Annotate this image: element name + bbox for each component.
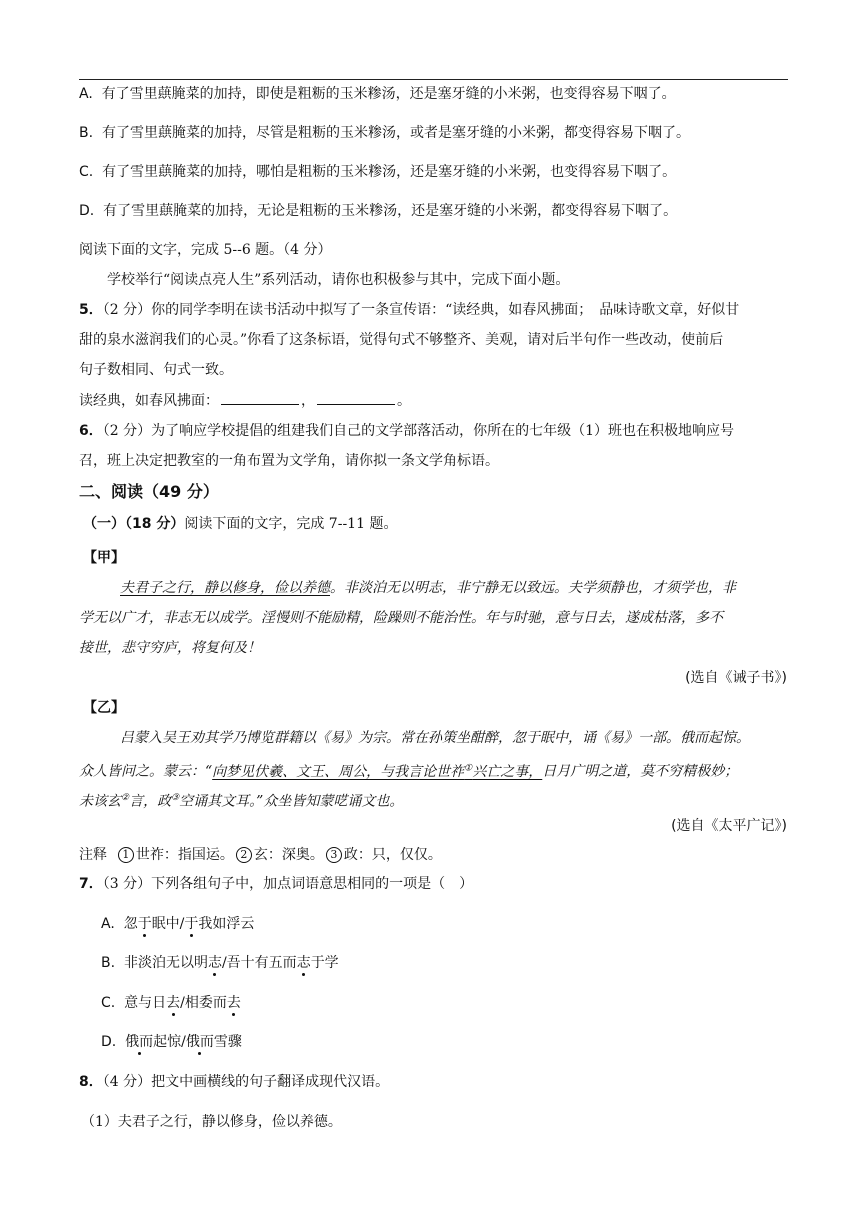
q7-option-a[interactable]: A. 忽于眠中/于我如浮云	[101, 916, 255, 932]
answer-blank-2[interactable]	[317, 390, 395, 405]
option-d: D. 有了雪里蕻腌菜的加持，无论是粗粝的玉米糁汤，还是塞牙缝的小米粥，都变得容易下咽了。	[79, 203, 678, 219]
jia-line2: 学无以广才，非志无以成学。淫慢则不能励精，险躁则不能治性。年与时驰，意与日去，遂成枯落，多不	[79, 610, 723, 626]
q7-option-b[interactable]: B. 非淡泊无以明志/吾十有五而志于学	[101, 955, 339, 971]
q5-line3: 句子数相同、句式一致。	[79, 362, 233, 378]
yi-line2: 众人皆问之。蒙云：“向梦见伏羲、文王、周公，与我言论世祚①兴亡之事，日月广明之道，莫不穷精极妙；	[79, 763, 739, 780]
top-divider	[79, 79, 788, 80]
q8-sub1: （1）夫君子之行，静以修身，俭以养德。	[81, 1114, 342, 1130]
option-b-text: 有了雪里蕻腌菜的加持，尽管是粗粝的玉米糁汤，或者是塞牙缝的小米粥，都变得容易下咽了。	[101, 125, 690, 141]
q5-answer-line: 读经典，如春风拂面： ， 。	[79, 390, 411, 411]
section-title: 二、阅读（49 分）	[79, 482, 219, 501]
option-d-text: 有了雪里蕻腌菜的加持，无论是粗粝的玉米糁汤，还是塞牙缝的小米粥，都变得容易下咽了。	[103, 203, 678, 219]
option-b: B. 有了雪里蕻腌菜的加持，尽管是粗粝的玉米糁汤，或者是塞牙缝的小米粥，都变得容易下咽了。	[79, 125, 690, 141]
option-a-text: 有了雪里蕻腌菜的加持，即使是粗粝的玉米糁汤，还是塞牙缝的小米粥，也变得容易下咽了。	[101, 86, 676, 102]
jia-source: (选自《诫子书》)	[685, 670, 787, 686]
jia-label: 【甲】	[83, 550, 125, 566]
yi-line1: 吕蒙入吴王劝其学乃博览群籍以《易》为宗。常在孙策坐酣醉，忽于眠中，诵《易》一部。俄而起惊。	[120, 730, 750, 746]
q8-stem: 8．（4 分）把文中画横线的句子翻译成现代汉语。	[79, 1074, 390, 1090]
yi-underlined-sentence: 向梦见伏羲、文王、周公，与我言论世祚①兴亡之事，	[212, 763, 543, 780]
answer-blank-1[interactable]	[221, 390, 299, 405]
q6-line2: 召，班上决定把教室的一角布置为文学角，请你拟一条文学角标语。	[79, 453, 499, 469]
q7-option-d[interactable]: D. 俄而起惊/俄而雪骤	[101, 1034, 242, 1050]
activity-intro: 学校举行“阅读点亮人生”系列活动，请你也积极参与其中，完成下面小题。	[107, 272, 570, 288]
q7-option-c[interactable]: C. 意与日去/相委而去	[101, 995, 241, 1011]
yi-source: (选自《太平广记》)	[671, 818, 787, 834]
jia-line1: 夫君子之行，静以修身，俭以养德。非淡泊无以明志，非宁静无以致远。夫学须静也，才须学也，非	[120, 580, 736, 596]
q6-line1: 6．（2 分）为了响应学校提倡的组建我们自己的文学部落活动，你所在的七年级（1）班也在积极地响应号	[79, 423, 735, 439]
jia-line3: 接世，悲守穷庐，将复何及！	[79, 640, 261, 656]
option-a: A. 有了雪里蕻腌菜的加持，即使是粗粝的玉米糁汤，还是塞牙缝的小米粥，也变得容易下咽了。	[79, 86, 676, 102]
option-c: C. 有了雪里蕻腌菜的加持，哪怕是粗粝的玉米糁汤，还是塞牙缝的小米粥，也变得容易下咽了。	[79, 164, 677, 180]
option-c-text: 有了雪里蕻腌菜的加持，哪怕是粗粝的玉米糁汤，还是塞牙缝的小米粥，也变得容易下咽了。	[102, 164, 677, 180]
yi-label: 【乙】	[83, 700, 125, 716]
notes: 注释 1 世祚：指国运。 2 玄：深奥。 3 政：只，仅仅。	[79, 847, 442, 863]
jia-underlined-sentence: 夫君子之行，静以修身，俭以养德	[120, 580, 330, 596]
q5-line2: 甜的泉水滋润我们的心灵。”你看了这条标语，觉得句式不够整齐、美观，请对后半句作一些改动，使前后	[79, 332, 724, 348]
q5-line1: 5．（2 分）你的同学李明在读书活动中拟写了一条宣传语：“读经典，如春风拂面； 品味诗歌文章，好似甘	[79, 302, 740, 318]
yi-line3: 未该玄②言，政③空诵其文耳。”众坐皆知蒙呓诵文也。	[79, 793, 404, 810]
part1-heading: （一）（18 分）阅读下面的文字，完成 7--11 题。	[83, 516, 398, 532]
reading-intro: 阅读下面的文字，完成 5--6 题。（4 分）	[79, 242, 332, 258]
q7-stem: 7．（3 分）下列各组句子中，加点词语意思相同的一项是（ ）	[79, 876, 474, 892]
